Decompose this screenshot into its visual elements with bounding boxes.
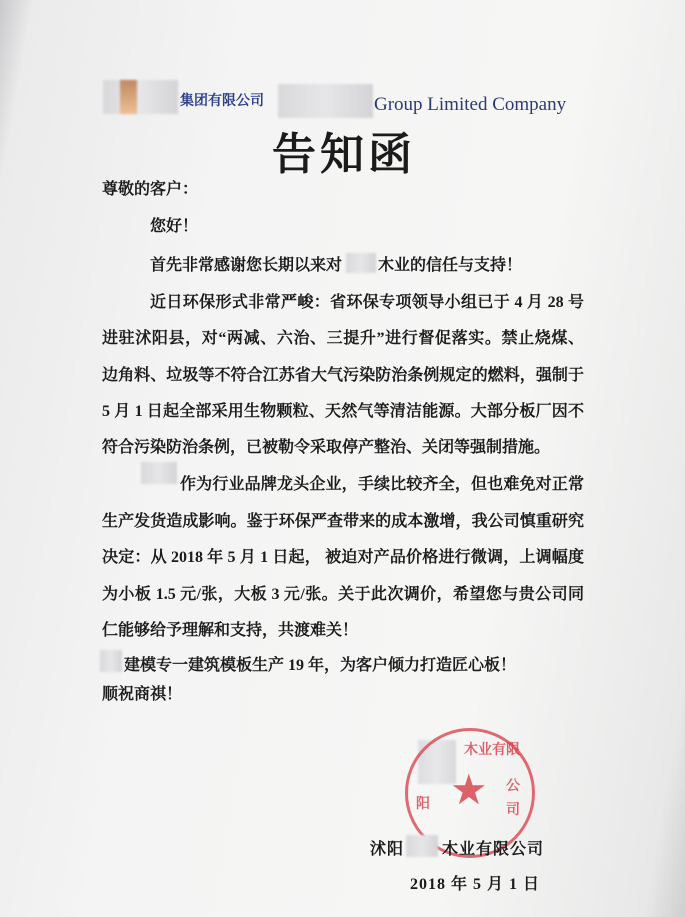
text-line: 进驻沭阳县，对“两减、六治、三提升”进行督促落实。禁止烧煤、 <box>102 330 584 347</box>
company-seal: ★ 木业有限 公 司 阳 <box>405 728 535 858</box>
star-icon: ★ <box>450 768 488 814</box>
signature-date: 2018 年 5 月 1 日 <box>410 876 541 893</box>
redacted-logo <box>103 80 178 114</box>
para1-start: 首先非常感谢您长期以来对 <box>150 257 343 274</box>
signature-prefix: 沭阳 <box>370 841 405 858</box>
company-name-cn: 集团有限公司 <box>180 94 264 109</box>
text-line: 5 月 1 日起全部采用生物颗粒、天然气等清洁能源。大部分板厂因不 <box>102 403 584 420</box>
greeting: 您好！ <box>150 218 199 235</box>
text-line: 作为行业品牌龙头企业，手续比较齐全，但也难免对正常 <box>180 476 584 493</box>
redacted-logo-mark <box>120 80 137 114</box>
text-line: 近日环保形式非常严峻：省环保专项领导小组已于 4 月 28 号 <box>150 294 584 311</box>
redacted-name <box>141 462 177 484</box>
closing: 顺祝商祺！ <box>102 686 183 703</box>
redacted-name <box>406 835 438 857</box>
text-line: 建模专一建筑模板生产 19 年，为客户倾力打造匠心板！ <box>124 657 517 674</box>
redacted-company-en <box>278 84 373 118</box>
document-title: 告知函 <box>272 130 416 179</box>
signature-company: 木业有限公司 <box>442 841 545 858</box>
para1-end: 木业的信任与支持！ <box>378 257 523 274</box>
text-line: 符合污染防治条例，已被勒令采取停产整治、关闭等强制措施。 <box>102 439 551 456</box>
text-line: 边角料、垃圾等不符合江苏省大气污染防治条例规定的燃料，强制于 <box>102 367 584 384</box>
text-line: 生产发货造成影响。鉴于环保严查带来的成本激增，我公司慎重研究 <box>102 513 584 530</box>
redacted-name <box>100 650 122 672</box>
company-name-en: Group Limited Company <box>374 94 567 115</box>
text-line: 为小板 1.5 元/张，大板 3 元/张。关于此次调价，希望您与贵公司同 <box>102 586 584 603</box>
redacted-name <box>346 253 376 273</box>
salutation: 尊敬的客户： <box>102 181 199 198</box>
text-line: 仁能够给予理解和支持，共渡难关！ <box>102 622 359 639</box>
text-line: 决定：从 2018 年 5 月 1 日起， 被迫对产品价格进行微调，上调幅度 <box>102 549 584 566</box>
